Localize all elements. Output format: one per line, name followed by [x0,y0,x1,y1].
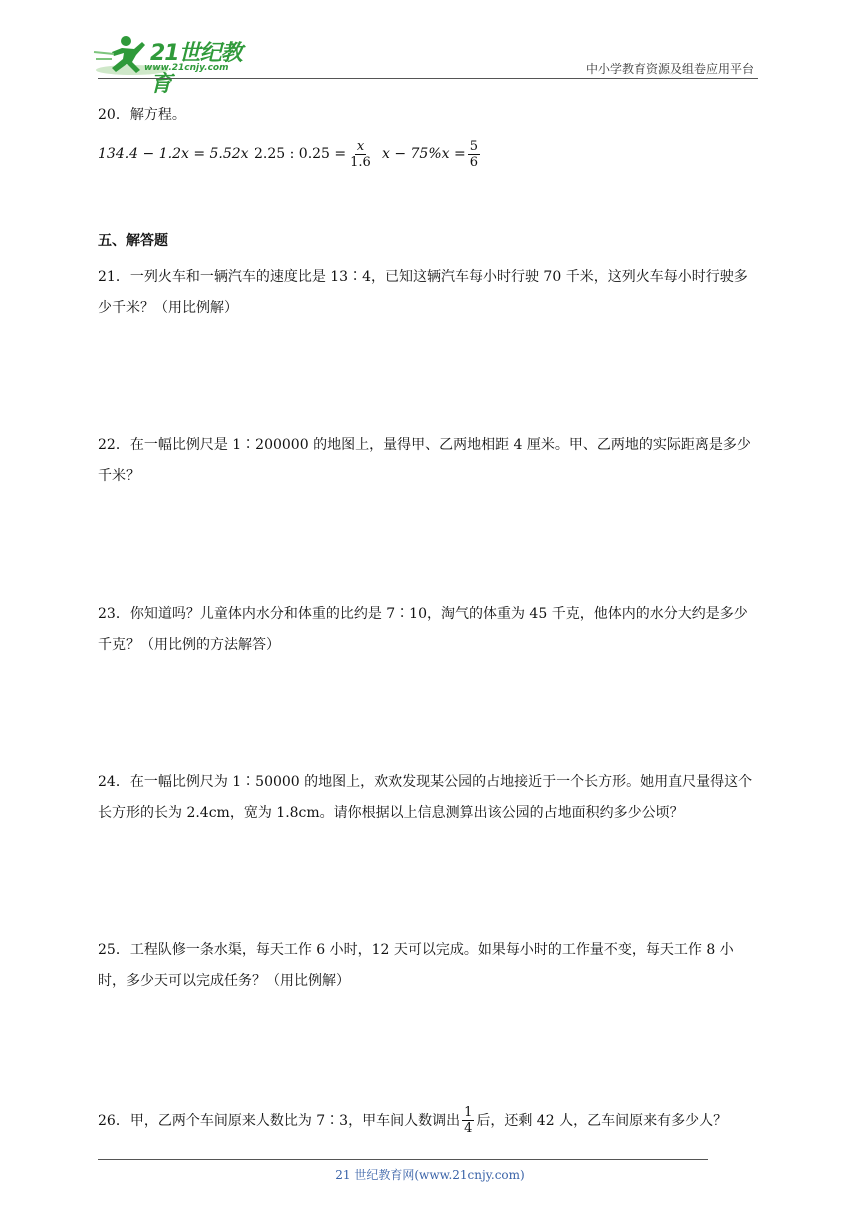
equation-1-text: 134.4 − 1.2x = 5.52x [98,146,249,162]
question-25: 25．工程队修一条水渠，每天工作 6 小时，12 天可以完成。如果每小时的工作量不变，每天工作 8 小时，多少天可以完成任务？（用比例解） [98,942,734,989]
question-20-title: 20．解方程。 [98,107,186,123]
site-logo [92,32,262,97]
logo-url: www.21cnjy.com [144,63,229,73]
question-26 [98,1102,727,1138]
fraction-denominator: 1.6 [350,154,371,170]
equation-2-left: 2.25 : 0.25 = [254,146,347,162]
question-26-after: 后，还剩 42 人，乙车间原来有多少人？ [476,1113,728,1129]
question-24: 24．在一幅比例尺为 1∶50000 的地图上，欢欢发现某公园的占地接近于一个长方形。她用直尺量得这个长方形的长为 2.4cm，宽为 1.8cm。请你根据以上信息测算出该公园的占地面积约多少公顷？ [98,774,753,821]
question-22: 22．在一幅比例尺是 1∶200000 的地图上，量得甲、乙两地相距 4 厘米。甲、乙两地的实际距离是多少千米？ [98,437,751,484]
equation-2 [254,134,375,174]
equation-3-left: x − 75%x = [382,146,466,162]
fraction-denominator: 6 [469,154,479,170]
header-divider [98,78,758,79]
equation-3 [382,134,482,174]
section-title: 五、解答题 [98,233,168,249]
equation-2-fraction [348,139,373,170]
question-23: 23．你知道吗？儿童体内水分和体重的比约是 7∶10，淘气的体重为 45 千克，他体内的水分大约是多少千克？（用比例的方法解答） [98,606,748,653]
fraction-numerator: x [356,138,365,154]
footer-text: 21 世纪教育网(www.21cnjy.com) [335,1168,525,1182]
footer-divider [98,1159,708,1160]
logo-title: 21世纪教育 [150,41,242,97]
header-platform-text: 中小学教育资源及组卷应用平台 [585,62,754,76]
equation-3-fraction [468,139,480,170]
question-21: 21．一列火车和一辆汽车的速度比是 13∶4，已知这辆汽车每小时行驶 70 千米，这列火车每小时行驶多少千米？（用比例解） [98,269,748,316]
question-26-fraction [462,1105,474,1136]
equation-1 [98,134,249,174]
question-26-before: 26．甲，乙两个车间原来人数比为 7∶3，甲车间人数调出 [98,1113,461,1129]
fraction-numerator: 5 [469,138,479,154]
fraction-numerator: 1 [464,1104,473,1120]
fraction-denominator: 4 [464,1120,473,1136]
